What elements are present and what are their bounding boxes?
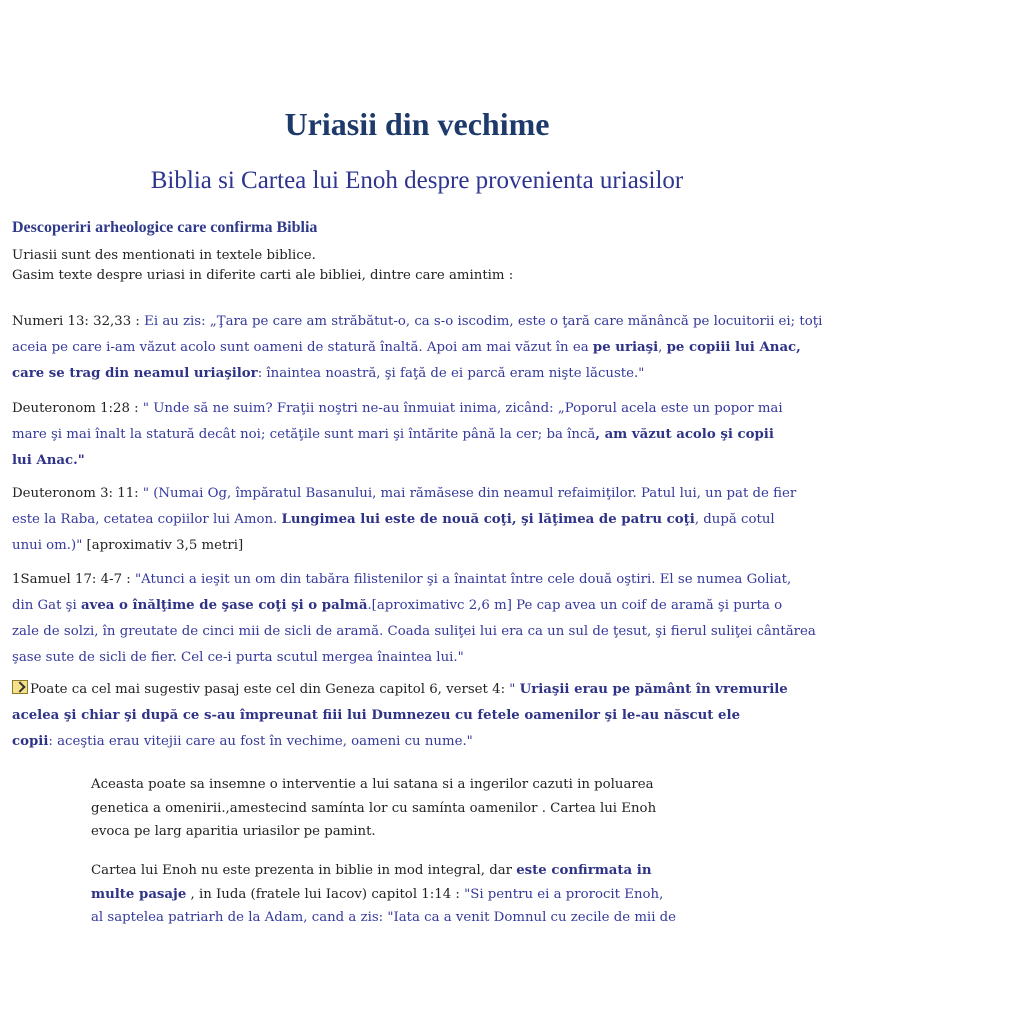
commentary-text: , in Iuda (fratele lui Iacov) capitol 1:14 :: [186, 886, 465, 902]
verse-text: zale de solzi, în greutate de cinci mii de sicli de aramă. Coada suliţei lui era ca un sul de ţesut, şi fierul suliţei cântărea: [12, 624, 816, 639]
verse-deuteronom-1: [12, 396, 1012, 474]
commentary-quote: al saptelea patriarh de la Adam, cand a zis: "Iata ca a venit Domnul cu zecile de mii de: [91, 910, 677, 925]
verse-text: : înaintea noastră, şi faţă de ei parcă eram nişte lăcuste.": [257, 366, 645, 381]
verse-emphasis: , am văzut acolo şi copii: [595, 427, 774, 442]
verse-text: " Unde să ne suim? Fraţii noştri ne-au înmuiat inima, zicând: „Poporul acela este un popor mai: [142, 401, 783, 416]
verse-text: ": [509, 682, 520, 697]
section-heading: Descoperiri arheologice care confirma Biblia: [12, 219, 318, 236]
verse-emphasis: copii: [12, 734, 49, 749]
commentary-paragraph-1: [91, 773, 691, 844]
verse-emphasis: lui Anac.": [12, 453, 85, 468]
verse-intro: Poate ca cel mai sugestiv pasaj este cel din Geneza capitol 6, verset 4:: [30, 682, 510, 697]
verse-ref: Deuteronom 1:28 :: [12, 401, 143, 416]
verse-ref: 1Samuel 17: 4-7 :: [12, 572, 135, 587]
commentary-line: Aceasta poate sa insemne o interventie a lui satana si a ingerilor cazuti in poluarea: [91, 777, 654, 792]
verse-text: .[aproximativc 2,6 m] Pe cap avea un coif de aramă şi purta o: [367, 598, 783, 613]
page-title: Uriasii din vechime: [284, 106, 550, 142]
verse-note: [aproximativ 3,5 metri]: [82, 538, 244, 553]
verse-emphasis: acelea şi chiar şi după ce s-au împreunat fiii lui Dumnezeu cu fetele oamenilor şi le-au născut ele: [12, 708, 741, 723]
note-icon: [12, 680, 28, 694]
verse-emphasis: pe uriaşi: [592, 340, 659, 355]
verse-ref: Numeri 13: 32,33 :: [12, 314, 145, 329]
verse-emphasis: avea o înălţime de şase coţi şi o palmă: [80, 598, 368, 613]
verse-text: " (Numai Og, împăratul Basanului, mai rămăsese din neamul refaimiţilor. Patul lui, un pat de fier: [142, 486, 797, 501]
verse-text: , după cotul: [694, 512, 775, 527]
verse-emphasis: pe copiii lui Anac,: [666, 340, 801, 355]
verse-text: aceia pe care i-am văzut acolo sunt oameni de statură înaltă. Apoi am mai văzut în ea: [12, 340, 593, 355]
verse-text: mare şi mai înalt la statură decât noi; cetăţile sunt mari şi întărite până la cer; ba încă: [12, 427, 596, 442]
verse-text: : aceştia erau vitejii care au fost în vechime, oameni cu nume.": [48, 734, 473, 749]
verse-text: şase sute de sicli de fier. Cel ce-i purta scutul mergea înaintea lui.": [12, 650, 464, 665]
verse-text: "Atunci a ieşit un om din tabăra filistenilor şi a înaintat între cele două oştiri. El se numea Goliat,: [135, 572, 792, 587]
commentary-quote: "Si pentru ei a prorocit Enoh,: [464, 886, 664, 902]
verse-deuteronom-3: [12, 481, 1012, 559]
verse-samuel: [12, 567, 1012, 671]
verse-geneza: [12, 677, 1012, 755]
commentary-line: evoca pe larg aparitia uriasilor pe pamint.: [91, 824, 376, 839]
verse-text: din Gat şi: [12, 598, 81, 613]
intro-line-2: Gasim texte despre uriasi in diferite carti ale bibliei, dintre care amintim :: [12, 268, 514, 283]
intro-line-1: Uriasii sunt des mentionati in textele biblice.: [12, 248, 316, 263]
commentary-text: Cartea lui Enoh nu este prezenta in biblie in mod integral, dar: [91, 863, 517, 878]
verse-numeri: [12, 309, 1012, 387]
commentary-emphasis: este confirmata in: [516, 863, 652, 878]
commentary-emphasis: multe pasaje: [91, 886, 187, 902]
commentary-paragraph-2: [91, 859, 691, 930]
verse-text: unui om.)": [12, 538, 83, 553]
commentary-line: genetica a omenirii.,amestecind samínta lor cu samínta oamenilor . Cartea lui Enoh: [91, 800, 657, 816]
verse-emphasis: care se trag din neamul uriaşilor: [12, 366, 258, 381]
verse-emphasis: Uriaşii erau pe pământ în vremurile: [519, 682, 788, 697]
verse-text: Ei au zis: „Ţara pe care am străbătut-o, ca s-o iscodim, este o ţară care mănâncă pe locuitorii ei; toţi: [144, 314, 823, 329]
verse-text: ,: [658, 340, 667, 355]
page-subtitle: Biblia si Cartea lui Enoh despre provenienta uriasilor: [150, 167, 684, 194]
verse-text: este la Raba, cetatea copiilor lui Amon.: [12, 512, 282, 527]
verse-emphasis: Lungimea lui este de nouă coţi, şi lăţimea de patru coţi: [281, 512, 695, 527]
verse-ref: Deuteronom 3: 11:: [12, 486, 143, 501]
intro-paragraph: [12, 246, 1012, 286]
